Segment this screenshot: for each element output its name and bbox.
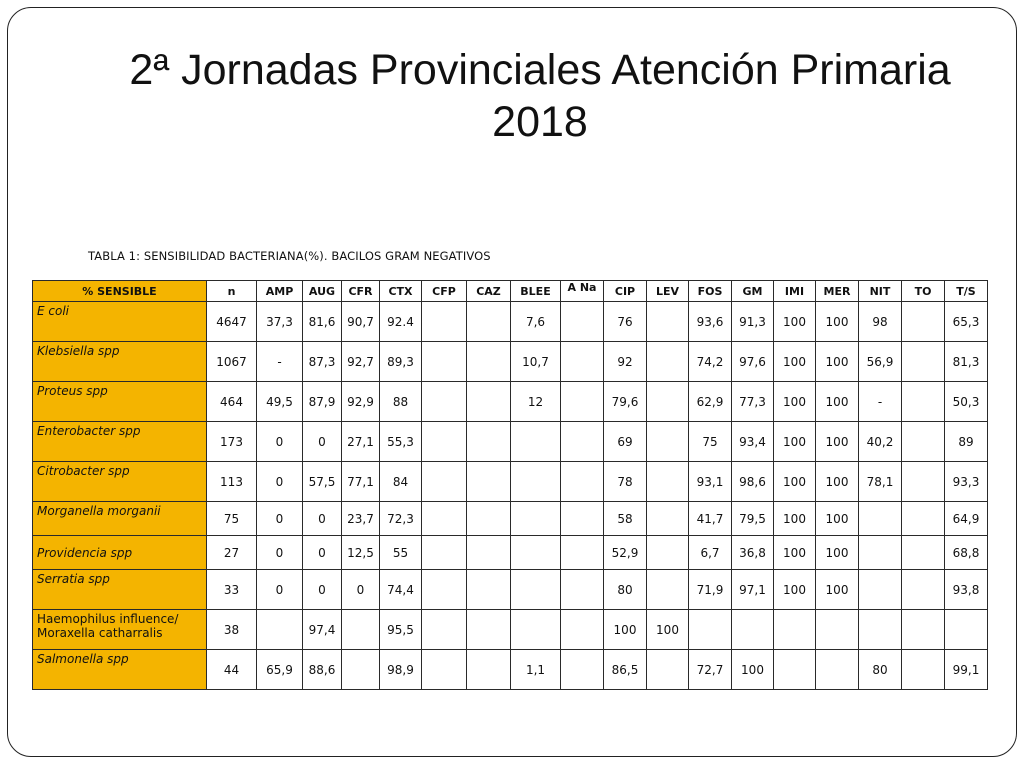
table-cell: 98,6: [732, 462, 774, 502]
table-cell: 6,7: [689, 536, 732, 570]
table-cell: 88,6: [303, 650, 342, 690]
table-cell: 78,1: [859, 462, 902, 502]
table-cell: [859, 570, 902, 610]
organism-cell: [33, 462, 207, 502]
organism-cell: [33, 422, 207, 462]
table-cell: 38: [207, 610, 257, 650]
table-cell: 87,9: [303, 382, 342, 422]
table-caption: TABLA 1: SENSIBILIDAD BACTERIANA(%). BACILOS GRAM NEGATIVOS: [88, 249, 491, 263]
table-cell: 100: [774, 536, 816, 570]
table-cell: [902, 570, 945, 610]
organism-name-line-2: Moraxella catharralis: [37, 626, 163, 640]
table-cell: 91,3: [732, 302, 774, 342]
header-to: TO: [902, 281, 945, 302]
table-cell: 72,3: [380, 502, 422, 536]
table-cell: [902, 610, 945, 650]
organism-cell: [33, 302, 207, 342]
table-cell: 78: [604, 462, 647, 502]
table-cell: 100: [774, 382, 816, 422]
table-cell: [467, 610, 511, 650]
table-cell: [257, 610, 303, 650]
table-cell: [467, 382, 511, 422]
table-cell: 100: [816, 570, 859, 610]
table-cell: [902, 650, 945, 690]
table-cell: -: [257, 342, 303, 382]
sensitivity-table: [32, 280, 988, 690]
table-cell: 71,9: [689, 570, 732, 610]
table-cell: 0: [303, 502, 342, 536]
header-aug: AUG: [303, 281, 342, 302]
table-cell: 100: [816, 502, 859, 536]
organism-cell: [33, 502, 207, 536]
table-cell: [774, 610, 816, 650]
table-cell: [647, 650, 689, 690]
table-cell: 79,6: [604, 382, 647, 422]
table-cell: 65,9: [257, 650, 303, 690]
table-cell: 10,7: [511, 342, 561, 382]
table-cell: [859, 502, 902, 536]
table-cell: [902, 462, 945, 502]
table-cell: 65,3: [945, 302, 988, 342]
table-cell: [902, 342, 945, 382]
header-cfr: CFR: [342, 281, 380, 302]
table-cell: 40,2: [859, 422, 902, 462]
header-lev: LEV: [647, 281, 689, 302]
table-cell: [422, 422, 467, 462]
table-cell: [561, 570, 604, 610]
organism-cell: [33, 570, 207, 610]
table-cell: [561, 610, 604, 650]
table-cell: 68,8: [945, 536, 988, 570]
table-cell: [902, 382, 945, 422]
table-cell: 0: [342, 570, 380, 610]
slide-title: [70, 44, 1010, 148]
header-ts: T/S: [945, 281, 988, 302]
table-cell: [511, 502, 561, 536]
table-cell: [561, 650, 604, 690]
organism-cell: [33, 610, 207, 650]
table-cell: [859, 536, 902, 570]
table-cell: 41,7: [689, 502, 732, 536]
table-cell: 0: [257, 502, 303, 536]
table-cell: 98,9: [380, 650, 422, 690]
organism-name: Klebsiella spp: [37, 344, 120, 358]
table-cell: 0: [303, 536, 342, 570]
table-cell: [561, 502, 604, 536]
table-cell: [467, 536, 511, 570]
table-cell: 97,6: [732, 342, 774, 382]
table-cell: [732, 610, 774, 650]
table-cell: 100: [647, 610, 689, 650]
table-cell: 0: [257, 570, 303, 610]
table-cell: 464: [207, 382, 257, 422]
table-row: [33, 650, 988, 690]
organism-cell: [33, 382, 207, 422]
table-cell: 12: [511, 382, 561, 422]
table-cell: [511, 422, 561, 462]
table-cell: 57,5: [303, 462, 342, 502]
table-cell: 77,1: [342, 462, 380, 502]
table-cell: [561, 536, 604, 570]
table-cell: [902, 536, 945, 570]
table-cell: 93,1: [689, 462, 732, 502]
table-cell: 93,4: [732, 422, 774, 462]
header-ctx: CTX: [380, 281, 422, 302]
table-cell: [467, 650, 511, 690]
table-cell: 100: [732, 650, 774, 690]
table-row: [33, 302, 988, 342]
table-row: [33, 462, 988, 502]
table-cell: 90,7: [342, 302, 380, 342]
table-cell: 77,3: [732, 382, 774, 422]
table-cell: [422, 610, 467, 650]
table-cell: 100: [774, 302, 816, 342]
table-cell: [422, 382, 467, 422]
table-cell: 0: [303, 422, 342, 462]
table-cell: [774, 650, 816, 690]
table-cell: 79,5: [732, 502, 774, 536]
table-cell: [511, 610, 561, 650]
table-cell: [902, 302, 945, 342]
table-cell: 75: [689, 422, 732, 462]
table-cell: [647, 382, 689, 422]
table-cell: 98: [859, 302, 902, 342]
header-blee: BLEE: [511, 281, 561, 302]
table-cell: 58: [604, 502, 647, 536]
table-cell: [422, 342, 467, 382]
table-cell: 93,8: [945, 570, 988, 610]
table-cell: [422, 570, 467, 610]
organism-name: Providencia spp: [37, 545, 133, 560]
table-cell: [467, 502, 511, 536]
table-cell: [647, 422, 689, 462]
table-cell: 84: [380, 462, 422, 502]
table-cell: 92,7: [342, 342, 380, 382]
table-row: [33, 570, 988, 610]
table-cell: 69: [604, 422, 647, 462]
table-cell: 1067: [207, 342, 257, 382]
table-cell: 173: [207, 422, 257, 462]
table-cell: -: [859, 382, 902, 422]
table-cell: [511, 570, 561, 610]
header-nit: NIT: [859, 281, 902, 302]
table-cell: [467, 342, 511, 382]
table-row: [33, 610, 988, 650]
table-cell: 55,3: [380, 422, 422, 462]
table-cell: [647, 462, 689, 502]
table-cell: [422, 536, 467, 570]
organism-name: Serratia spp: [37, 572, 110, 586]
table-cell: 4647: [207, 302, 257, 342]
table-cell: [422, 502, 467, 536]
table-cell: [561, 382, 604, 422]
table-cell: [342, 610, 380, 650]
header-caz: CAZ: [467, 281, 511, 302]
header-fos: FOS: [689, 281, 732, 302]
table-cell: 99,1: [945, 650, 988, 690]
table-cell: 100: [774, 422, 816, 462]
organism-cell: [33, 342, 207, 382]
header-gm: GM: [732, 281, 774, 302]
table-cell: 62,9: [689, 382, 732, 422]
table-cell: [647, 342, 689, 382]
header-n: n: [207, 281, 257, 302]
table-cell: 50,3: [945, 382, 988, 422]
organism-cell: [33, 536, 207, 570]
table-cell: [561, 462, 604, 502]
table-cell: [561, 342, 604, 382]
table-cell: 100: [816, 342, 859, 382]
table-cell: 75: [207, 502, 257, 536]
table-row: [33, 342, 988, 382]
table-cell: [816, 650, 859, 690]
table-cell: 88: [380, 382, 422, 422]
header-mer: MER: [816, 281, 859, 302]
table-cell: [467, 570, 511, 610]
table-header-row: [33, 281, 988, 302]
table-cell: 87,3: [303, 342, 342, 382]
table-cell: [859, 610, 902, 650]
table-cell: 74,4: [380, 570, 422, 610]
table-cell: 97,1: [732, 570, 774, 610]
table-cell: 100: [774, 570, 816, 610]
table-cell: 12,5: [342, 536, 380, 570]
table-cell: [511, 462, 561, 502]
table-cell: [816, 610, 859, 650]
table-cell: 1,1: [511, 650, 561, 690]
organism-name: Enterobacter spp: [37, 424, 141, 438]
table-cell: 52,9: [604, 536, 647, 570]
table-cell: [422, 302, 467, 342]
table-cell: 93,3: [945, 462, 988, 502]
table-cell: [511, 536, 561, 570]
table-cell: 89: [945, 422, 988, 462]
organism-name: Citrobacter spp: [37, 464, 130, 478]
table-cell: 80: [604, 570, 647, 610]
table-cell: 80: [859, 650, 902, 690]
table-cell: 100: [816, 422, 859, 462]
organism-name: Proteus spp: [37, 384, 108, 398]
table-cell: 37,3: [257, 302, 303, 342]
table-cell: [945, 610, 988, 650]
table-cell: 72,7: [689, 650, 732, 690]
table-cell: 86,5: [604, 650, 647, 690]
table-row: [33, 536, 988, 570]
table-cell: 23,7: [342, 502, 380, 536]
table-cell: 100: [816, 536, 859, 570]
table-cell: 27: [207, 536, 257, 570]
table-cell: [342, 650, 380, 690]
table-cell: [902, 502, 945, 536]
table-cell: 74,2: [689, 342, 732, 382]
table-cell: 0: [257, 462, 303, 502]
slide-title-line-1: 2ª Jornadas Provinciales Atención Primaria: [129, 46, 951, 94]
table-cell: [647, 502, 689, 536]
table-cell: [422, 650, 467, 690]
table-cell: 44: [207, 650, 257, 690]
table-cell: 100: [816, 382, 859, 422]
table-row: [33, 422, 988, 462]
table-cell: [467, 422, 511, 462]
header-cfp: CFP: [422, 281, 467, 302]
table-cell: 100: [774, 342, 816, 382]
table-cell: 100: [774, 462, 816, 502]
table-cell: 100: [774, 502, 816, 536]
table-cell: [561, 302, 604, 342]
table-cell: 0: [303, 570, 342, 610]
organism-name: Haemophilus influence/: [37, 612, 179, 626]
table-cell: 92: [604, 342, 647, 382]
table-cell: [902, 422, 945, 462]
table-row: [33, 502, 988, 536]
table-cell: 113: [207, 462, 257, 502]
table-cell: 92,9: [342, 382, 380, 422]
table-cell: 36,8: [732, 536, 774, 570]
organism-name: Morganella morganii: [37, 504, 161, 518]
table-cell: [647, 302, 689, 342]
table-cell: 81,6: [303, 302, 342, 342]
table-cell: 7,6: [511, 302, 561, 342]
table-cell: 89,3: [380, 342, 422, 382]
table-cell: 76: [604, 302, 647, 342]
table-cell: 56,9: [859, 342, 902, 382]
header-cip: CIP: [604, 281, 647, 302]
header-amp: AMP: [257, 281, 303, 302]
table-cell: 100: [604, 610, 647, 650]
header-imi: IMI: [774, 281, 816, 302]
table-cell: 27,1: [342, 422, 380, 462]
table-cell: 49,5: [257, 382, 303, 422]
table-cell: 81,3: [945, 342, 988, 382]
table-cell: 0: [257, 422, 303, 462]
table-cell: [422, 462, 467, 502]
table-cell: 55: [380, 536, 422, 570]
header-sensible: % SENSIBLE: [33, 281, 207, 302]
table-cell: 100: [816, 302, 859, 342]
slide-title-line-2: 2018: [492, 98, 588, 146]
organism-cell: [33, 650, 207, 690]
table-cell: [467, 302, 511, 342]
organism-name: E coli: [37, 304, 70, 318]
table-row: [33, 382, 988, 422]
table-cell: [647, 570, 689, 610]
organism-name: Salmonella spp: [37, 652, 129, 666]
table-cell: 0: [257, 536, 303, 570]
table-cell: 33: [207, 570, 257, 610]
table-cell: [467, 462, 511, 502]
header-a-na: A Na: [561, 281, 604, 302]
table-cell: 92.4: [380, 302, 422, 342]
table-cell: 100: [816, 462, 859, 502]
table-cell: 97,4: [303, 610, 342, 650]
table-cell: [689, 610, 732, 650]
table-cell: 93,6: [689, 302, 732, 342]
table-cell: [647, 536, 689, 570]
table-cell: [561, 422, 604, 462]
table-cell: 64,9: [945, 502, 988, 536]
table-cell: 95,5: [380, 610, 422, 650]
